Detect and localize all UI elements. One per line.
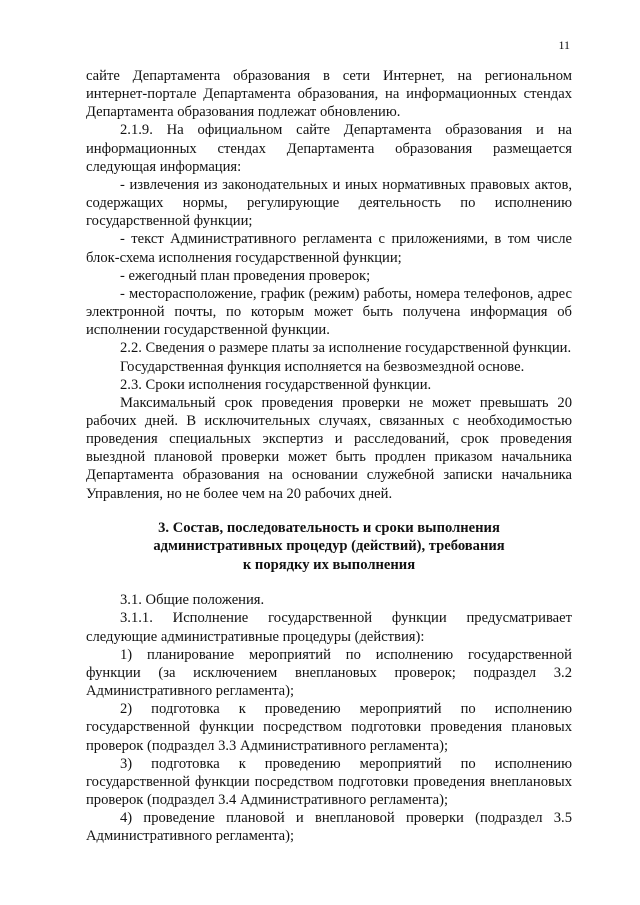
document-body: [86, 67, 572, 845]
list-item: 2) подготовка к проведению мероприятий по исполнению государственной функции посредством подготовки проведения плановых проверок (подраздел 3.3 Административного регламента);: [86, 701, 572, 754]
list-item: - ежегодный план проведения проверок;: [120, 267, 371, 284]
list-item: 1) планирование мероприятий по исполнению государственной функции (за исключением внеплановых проверок; подраздел 3.2 Административного регламента);: [86, 646, 572, 700]
paragraph: 2.2. Сведения о размере платы за исполнение государственной функции.: [120, 340, 572, 357]
list-item: 3) подготовка к проведению мероприятий по исполнению государственной функции посредством подготовки проведения внеплановых проверок (подраздел 3.4 Административного регламента);: [86, 755, 572, 808]
paragraph: сайте Департамента образования в сети Интернет, на региональном интернет-портале Департамента образования, на информационных стендах Департамента образования подлежат обновлению.: [86, 68, 572, 121]
list-item: 4) проведение плановой и внеплановой проверки (подраздел 3.5 Административного регламента);: [86, 810, 572, 845]
paragraph: Максимальный срок проведения проверки не может превышать 20 рабочих дней. В исключительных случаях, связанных с необходимостью проведения специальных экспертиз и расследований, срок проведения выездной плановой проверки может быть продлен приказом начальника Департамента образования на основании служебной записки начальника Управления, но не более чем на 20 рабочих дней.: [86, 394, 572, 502]
section-heading-line: 3. Состав, последовательность и сроки выполнения: [158, 519, 500, 536]
paragraph: 2.3. Сроки исполнения государственной функции.: [120, 376, 432, 393]
list-item: - извлечения из законодательных и иных нормативных правовых актов, содержащих нормы, регулирующие деятельность по исполнению государственной функции;: [86, 176, 572, 230]
paragraph: 3.1. Общие положения.: [120, 592, 265, 609]
section-heading-line: к порядку их выполнения: [242, 556, 416, 573]
page-number: 11: [558, 38, 570, 52]
section-heading-line: административных процедур (действий), требования: [153, 538, 505, 555]
paragraph: 3.1.1. Исполнение государственной функции предусматривает следующие административные процедуры (действия):: [86, 610, 572, 645]
list-item: - месторасположение, график (режим) работы, номера телефонов, адрес электронной почты, по которым может быть получена информация об исполнении государственной функции.: [86, 285, 572, 339]
paragraph: Государственная функция исполняется на безвозмездной основе.: [120, 358, 525, 375]
paragraph: 2.1.9. На официальном сайте Департамента образования и на информационных стендах Департамента образования размещается следующая информация:: [86, 122, 572, 175]
list-item: - текст Административного регламента с приложениями, в том числе блок-схема исполнения государственной функции;: [86, 231, 572, 266]
section-heading: [86, 519, 572, 575]
